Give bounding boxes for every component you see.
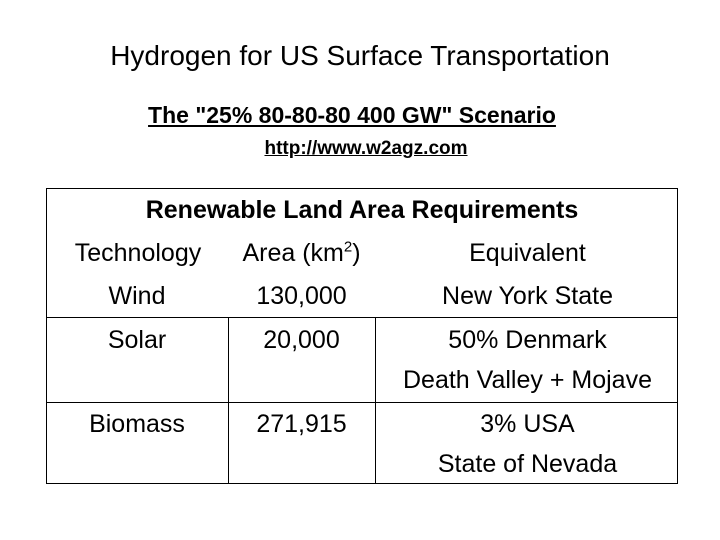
row-biomass-area: 271,915 [256, 410, 347, 438]
column-divider [375, 317, 376, 484]
row-solar-technology: Solar [107, 326, 167, 354]
row-wind-equivalent: New York State [442, 282, 613, 310]
header-area-superscript: 2 [343, 238, 353, 256]
row-solar-equivalent-line1: 50% Denmark [448, 326, 607, 354]
row-divider [46, 317, 678, 318]
header-area-close: ) [352, 239, 361, 267]
header-area [228, 239, 375, 268]
header-technology: Technology [74, 239, 202, 267]
row-divider [46, 402, 678, 403]
row-solar-equivalent-line2: Death Valley + Mojave [403, 366, 652, 394]
website-link[interactable]: http://www.w2agz.com [264, 138, 468, 159]
row-wind-technology: Wind [108, 282, 166, 310]
row-solar-area: 20,000 [263, 326, 340, 354]
header-equivalent: Equivalent [469, 239, 586, 267]
row-wind-area: 130,000 [256, 282, 347, 310]
row-biomass-equivalent-line2: State of Nevada [437, 450, 618, 478]
page-title: Hydrogen for US Surface Transportation [110, 40, 610, 71]
scenario-subtitle-link[interactable]: The "25% 80-80-80 400 GW" Scenario [148, 102, 556, 128]
table-heading: Renewable Land Area Requirements [145, 196, 579, 224]
row-biomass-equivalent-line1: 3% USA [480, 410, 575, 438]
row-biomass-technology: Biomass [89, 410, 185, 438]
header-area-text: Area (km [242, 239, 344, 267]
